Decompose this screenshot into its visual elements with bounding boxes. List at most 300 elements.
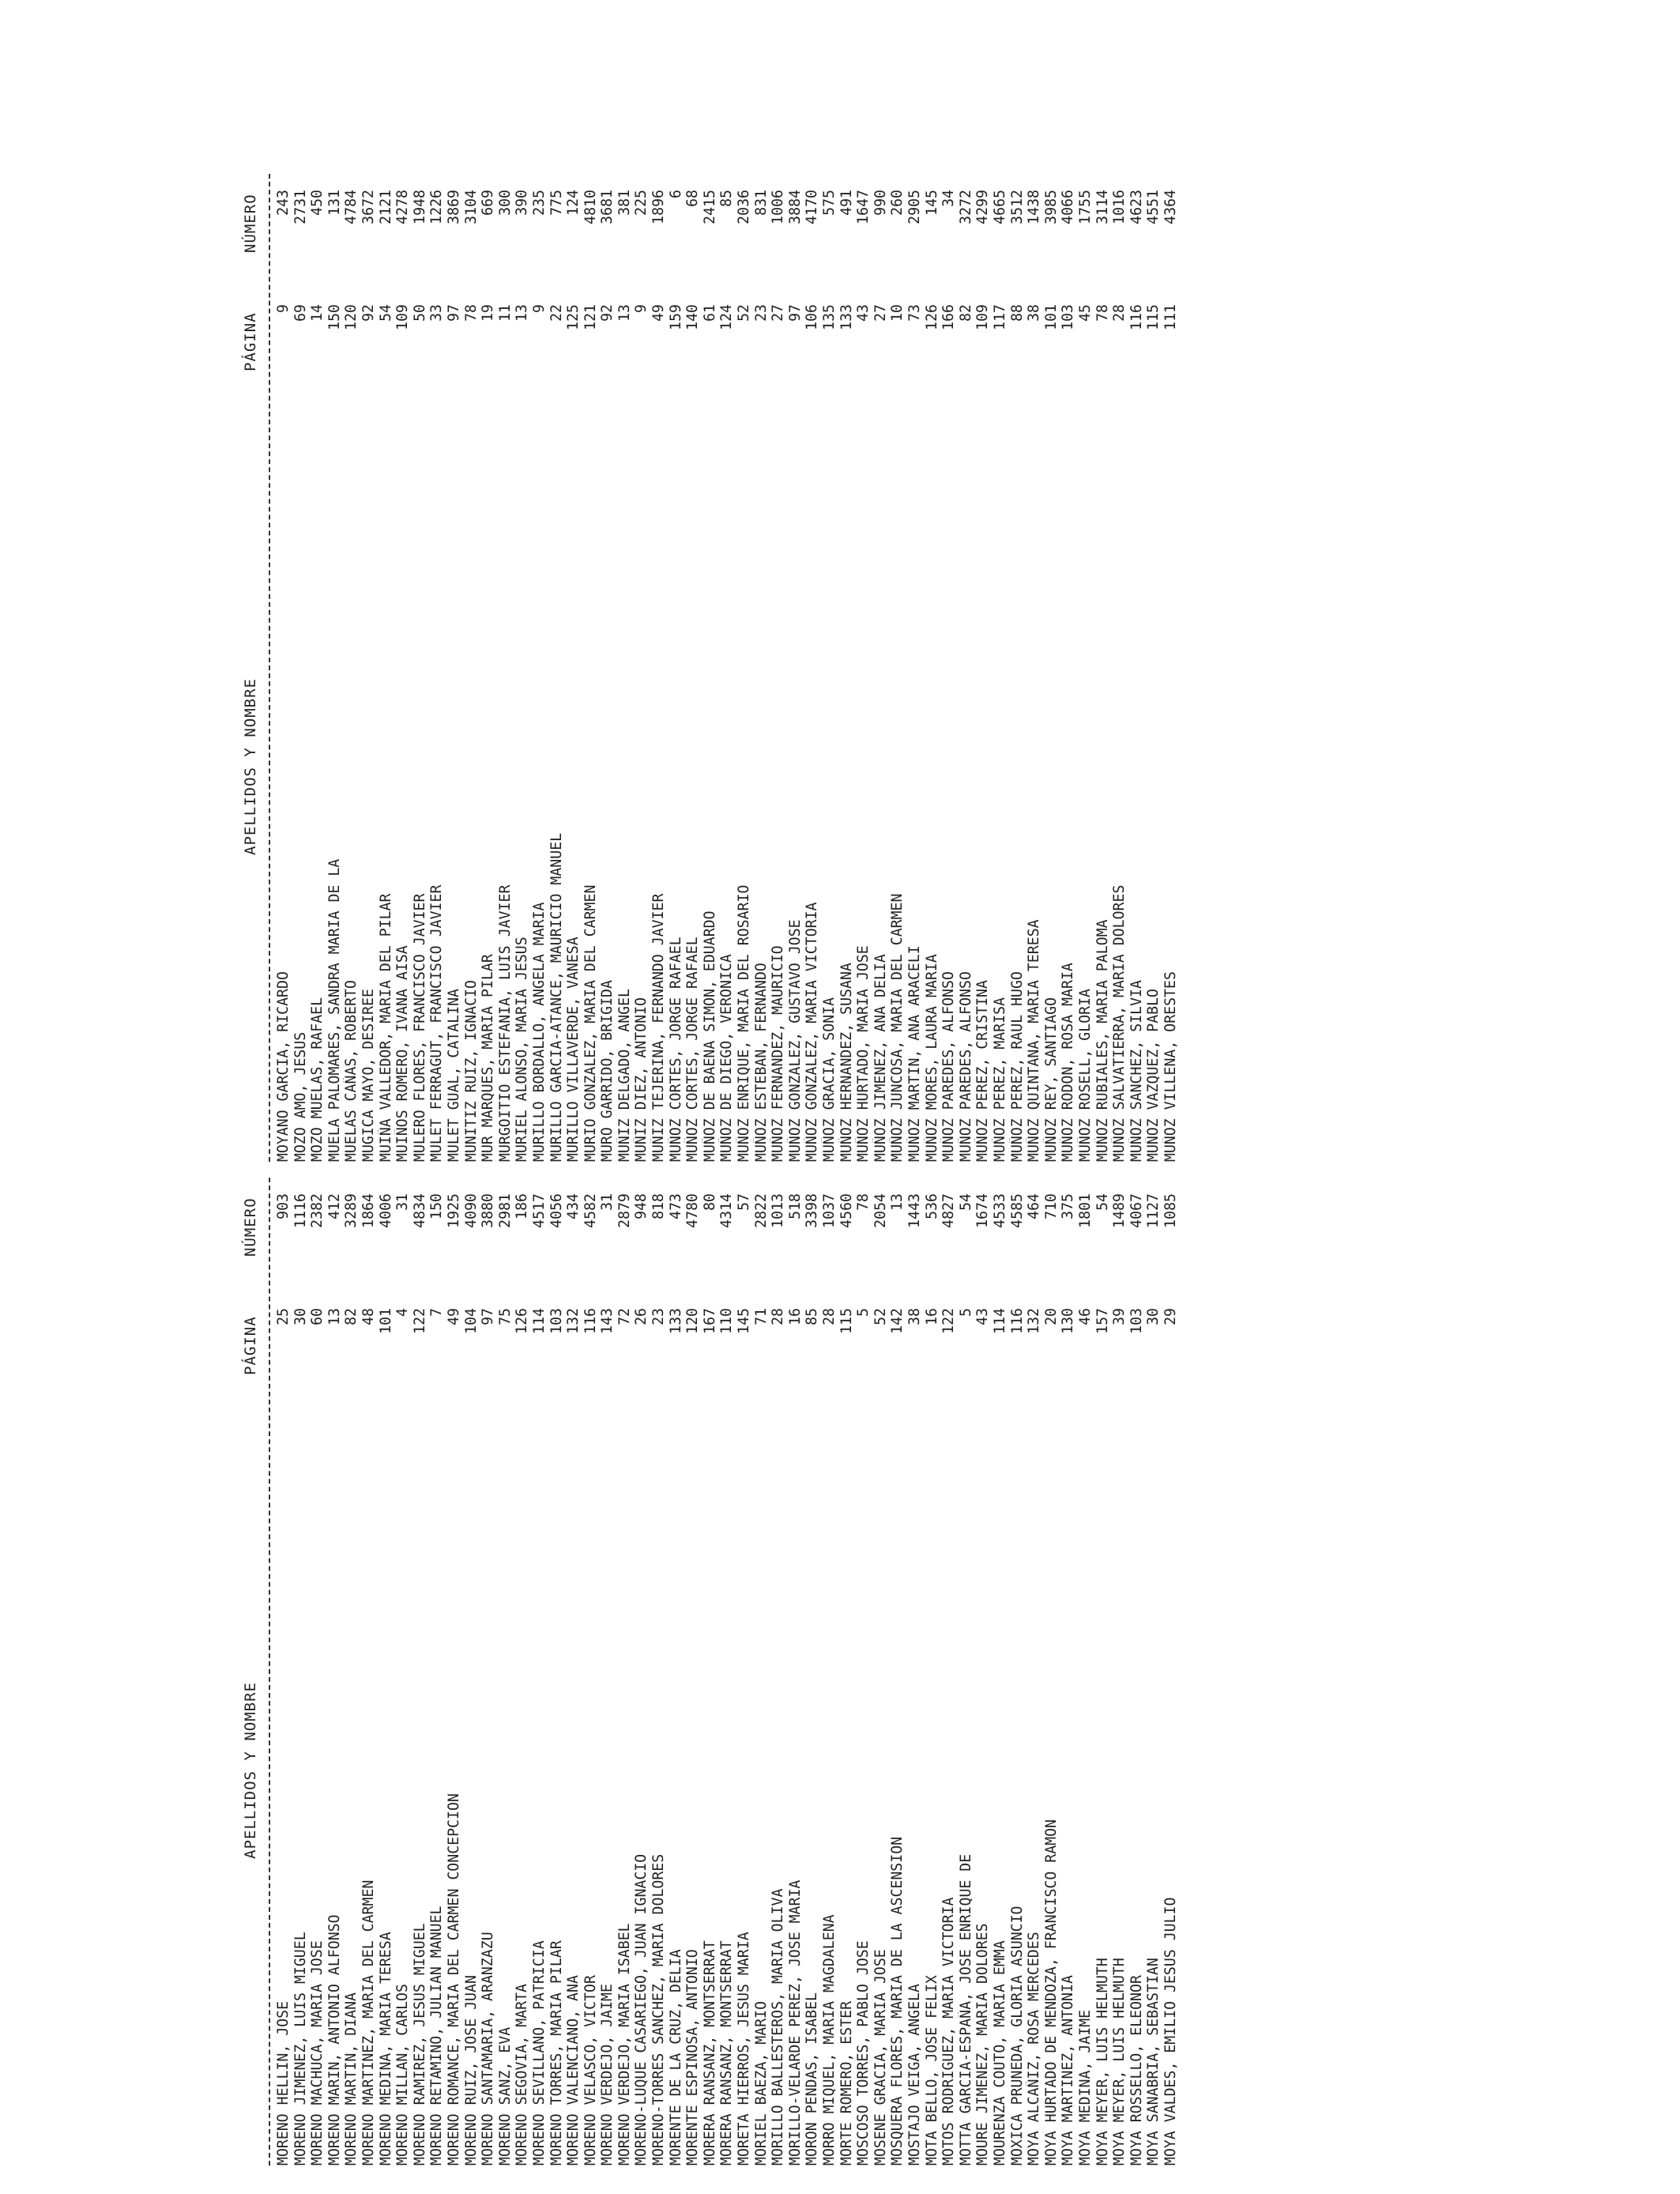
table-row — [480, 166, 497, 1162]
entry-page: 22 — [548, 304, 565, 322]
entry-name: MUÑOZ PEREZ, MARISA — [991, 997, 1008, 1162]
entry-name: MOYA ROSSELLO, ELEONOR — [1128, 1975, 1145, 2166]
table-row — [497, 1170, 514, 2166]
table-row — [412, 166, 429, 1162]
entry-page: 49 — [650, 304, 668, 322]
entry-name: MUÑOZ MARTIN, ANA ARACELI — [906, 945, 923, 1162]
table-row — [736, 1170, 753, 2166]
entry-name: MORENO MILLAN, CARLOS — [394, 1984, 412, 2166]
entry-page: 7 — [428, 1308, 446, 1317]
dashed-rule — [269, 174, 270, 1162]
table-row — [531, 166, 548, 1162]
entry-name: MURILLO VILLAVERDE, VANESA — [565, 937, 582, 1162]
entry-number: 3869 — [445, 190, 462, 224]
entry-number: 1864 — [360, 1193, 377, 1228]
entry-page: 29 — [1162, 1308, 1179, 1325]
entry-page: 122 — [411, 1308, 428, 1334]
entry-name: MUÑOZ ENRIQUE, MARIA DEL ROSARIO — [736, 884, 753, 1162]
entry-name: MORENO JIMENEZ, LUIS MIGUEL — [292, 1932, 309, 2166]
table-row — [446, 1170, 463, 2166]
entry-page: 97 — [445, 304, 462, 322]
entry-number: 4780 — [684, 1193, 702, 1228]
table-row — [1145, 166, 1162, 1162]
entry-page: 114 — [530, 1308, 548, 1334]
table-row — [531, 1170, 548, 2166]
entry-page: 13 — [616, 304, 633, 322]
table-row — [309, 1170, 326, 2166]
table-row — [446, 166, 463, 1162]
table-row — [1094, 166, 1112, 1162]
entry-number: 3985 — [1042, 190, 1060, 224]
entry-name: MOYA MEYER, LUIS HELMUTH — [1111, 1958, 1128, 2166]
table-row — [684, 1170, 702, 2166]
header-number: NÚMERO — [242, 1197, 259, 1257]
entry-number: 80 — [701, 1193, 718, 1211]
table-row — [958, 1170, 975, 2166]
entry-page: 20 — [1042, 1308, 1060, 1325]
entry-page: 71 — [752, 1308, 770, 1325]
entry-number: 434 — [565, 1193, 582, 1220]
index-table — [237, 174, 1486, 2166]
entry-name: MUÑOZ PEREZ, CRISTINA — [974, 980, 992, 1162]
table-row — [616, 166, 634, 1162]
entry-list — [275, 1170, 1179, 2166]
entry-name: MORRO MIQUEL, MARIA MAGDALENA — [821, 1914, 838, 2166]
table-row — [804, 166, 821, 1162]
entry-page: 104 — [462, 1308, 480, 1334]
table-row — [1111, 1170, 1128, 2166]
entry-name: MUÑOZ RODON, ROSA MARIA — [1060, 963, 1077, 1162]
table-row — [906, 166, 924, 1162]
entry-name: MOYA MEDINA, JAIME — [1076, 2009, 1094, 2166]
entry-number: 78 — [855, 1193, 872, 1211]
entry-page: 9 — [275, 304, 292, 313]
table-row — [378, 166, 395, 1162]
entry-page: 45 — [1076, 304, 1094, 322]
entry-number: 85 — [718, 190, 736, 207]
entry-name: MOURE JIMENEZ, MARIA DOLORES — [974, 1923, 992, 2166]
table-row — [548, 166, 566, 1162]
entry-number: 2879 — [616, 1193, 633, 1228]
entry-name: MUÑOZ ESTEBAN, FERNANDO — [752, 963, 770, 1162]
entry-name: MUÑOZ PAREDES, ALFONSO — [957, 971, 974, 1162]
entry-number: 375 — [1060, 1193, 1077, 1220]
entry-page: 140 — [684, 304, 702, 330]
entry-name: MORENO SEGOVIA, MARTA — [514, 1984, 531, 2166]
entry-name: MUIÑOS ROMERO, IVANA AISA — [394, 945, 412, 1162]
entry-number: 3880 — [480, 1193, 497, 1228]
entry-number: 3672 — [360, 190, 377, 224]
entry-page: 101 — [1042, 304, 1060, 330]
entry-number: 13 — [889, 1193, 906, 1211]
entry-name: MOSTAJO VEIGA, ANGELA — [906, 1984, 923, 2166]
entry-number: 4006 — [377, 1193, 394, 1228]
entry-page: 49 — [445, 1308, 462, 1325]
table-row — [1077, 166, 1094, 1162]
entry-name: MUÑOZ QUINTANA, MARIA TERESA — [1026, 919, 1043, 1162]
table-row — [1077, 1170, 1094, 2166]
entry-page: 167 — [701, 1308, 718, 1334]
entry-page: 26 — [633, 1308, 650, 1325]
entry-number: 1013 — [770, 1193, 787, 1228]
entry-page: 97 — [480, 1308, 497, 1325]
table-row — [889, 166, 906, 1162]
entry-name: MORENO VELASCO, VICTOR — [582, 1975, 599, 2166]
entry-name: MUELAS CAÑAS, ROBERTO — [343, 980, 360, 1162]
entry-number: 1116 — [292, 1193, 309, 1228]
entry-number: 1801 — [1076, 1193, 1094, 1228]
entry-number: 2382 — [309, 1193, 326, 1228]
entry-name: MULET FERRAGUT, FRANCISCO JAVIER — [428, 884, 446, 1162]
table-row — [770, 166, 787, 1162]
entry-page: 117 — [991, 304, 1008, 330]
entry-page: 72 — [616, 1308, 633, 1325]
table-row — [326, 166, 344, 1162]
table-row — [1094, 1170, 1112, 2166]
entry-number: 235 — [530, 190, 548, 216]
table-row — [821, 1170, 838, 2166]
table-row — [668, 1170, 685, 2166]
table-row — [855, 1170, 872, 2166]
entry-number: 3681 — [599, 190, 616, 224]
entry-page: 132 — [1026, 1308, 1043, 1334]
entry-number: 150 — [428, 1193, 446, 1220]
entry-page: 97 — [786, 304, 804, 322]
entry-name: MUÑOZ DE BAENA SIMON, EDUARDO — [701, 910, 718, 1162]
entry-name: MUÑOZ MORES, LAURA MARIA — [923, 954, 940, 1162]
table-row — [565, 1170, 582, 2166]
entry-number: 300 — [496, 190, 514, 216]
table-row — [736, 166, 753, 1162]
entry-number: 2822 — [752, 1193, 770, 1228]
entry-page: 133 — [838, 304, 855, 330]
entry-name: MUÑOZ PAREDES, ALFONSO — [940, 971, 958, 1162]
entry-number: 1127 — [1145, 1193, 1162, 1228]
entry-page: 150 — [326, 304, 343, 330]
table-row — [412, 1170, 429, 2166]
entry-number: 2121 — [377, 190, 394, 224]
entry-name: MOXICA PRUNEDA, GLORIA ASUNCIO — [1008, 1906, 1026, 2166]
entry-name: MUÑOZ CORTES, JORGE RAFAEL — [684, 937, 702, 1162]
entry-page: 69 — [292, 304, 309, 322]
entry-name: MUÑOZ JIMENEZ, ANA DELIA — [872, 954, 889, 1162]
entry-number: 473 — [667, 1193, 684, 1220]
entry-number: 3398 — [804, 1193, 821, 1228]
entry-page: 75 — [496, 1308, 514, 1325]
table-row — [1043, 1170, 1060, 2166]
entry-number: 412 — [326, 1193, 343, 1220]
entry-page: 120 — [684, 1308, 702, 1334]
table-row — [1111, 166, 1128, 1162]
entry-number: 669 — [480, 190, 497, 216]
entry-number: 243 — [275, 190, 292, 216]
entry-name: MORENO MEDINA, MARIA TERESA — [377, 1932, 394, 2166]
entry-number: 1489 — [1111, 1193, 1128, 1228]
entry-page: 120 — [343, 304, 360, 330]
entry-page: 52 — [736, 304, 753, 322]
entry-name: MORENO VERDEJO, JAIME — [599, 1984, 616, 2166]
table-row — [1162, 1170, 1180, 2166]
entry-name: MOSQUERA FLORES, MARIA DE LA ASCENSION — [889, 1836, 906, 2166]
entry-page: 115 — [838, 1308, 855, 1334]
entry-name: MUÑOZ SANCHEZ, SILVIA — [1128, 980, 1145, 1162]
entry-number: 2981 — [496, 1193, 514, 1228]
entry-number: 4278 — [394, 190, 412, 224]
entry-number: 2054 — [872, 1193, 889, 1228]
table-row — [514, 1170, 531, 2166]
table-row — [992, 1170, 1009, 2166]
entry-name: MUÑOZ HERNANDEZ, SUSANA — [838, 963, 855, 1162]
entry-name: MURO GARRIDO, BRIGIDA — [599, 980, 616, 1162]
table-row — [668, 166, 685, 1162]
entry-number: 1443 — [906, 1193, 923, 1228]
entry-name: MORERA RANSANZ, MONTSERRAT — [701, 1940, 718, 2166]
entry-number: 1896 — [650, 190, 668, 224]
table-row — [1009, 1170, 1026, 2166]
entry-page: 126 — [923, 304, 940, 330]
table-row — [394, 166, 412, 1162]
entry-name: MORETA HIERROS, JESUS MARIA — [736, 1932, 753, 2166]
entry-name: MORENO RAMIREZ, JESUS MIGUEL — [411, 1923, 428, 2166]
entry-page: 145 — [736, 1308, 753, 1334]
entry-number: 1647 — [855, 190, 872, 224]
entry-name: MUÑOZ GRACIA, SONIA — [821, 997, 838, 1162]
entry-name: MOTTA GARCIA-ESPAÑA, JOSE ENRIQUE DE — [957, 1853, 974, 2166]
entry-number: 4585 — [1008, 1193, 1026, 1228]
entry-page: 143 — [599, 1308, 616, 1334]
entry-page: 103 — [1060, 304, 1077, 330]
entry-page: 48 — [360, 1308, 377, 1325]
table-row — [889, 1170, 906, 2166]
entry-number: 3289 — [343, 1193, 360, 1228]
entry-name: MORENO MARIN, ANTONIO ALFONSO — [326, 1914, 343, 2166]
entry-number: 775 — [548, 190, 565, 216]
entry-number: 34 — [940, 190, 958, 207]
table-row — [753, 1170, 770, 2166]
entry-page: 92 — [599, 304, 616, 322]
entry-name: MORON PENDAS, ISABEL — [804, 1992, 821, 2166]
entry-page: 106 — [804, 304, 821, 330]
entry-name: MUÑOZ DE DIEGO, VERONICA — [718, 954, 736, 1162]
entry-number: 1948 — [411, 190, 428, 224]
table-row — [428, 166, 446, 1162]
entry-name: MURILLO BORDALLO, ANGELA MARIA — [530, 902, 548, 1162]
entry-name: MUÑOZ GONZALEZ, MARIA VICTORIA — [804, 902, 821, 1162]
table-row — [924, 1170, 941, 2166]
entry-number: 831 — [752, 190, 770, 216]
entry-number: 518 — [786, 1193, 804, 1220]
entry-list — [275, 166, 1179, 1162]
entry-number: 260 — [889, 190, 906, 216]
entry-number: 4067 — [1128, 1193, 1145, 1228]
table-row — [582, 1170, 600, 2166]
entry-number: 4834 — [411, 1193, 428, 1228]
entry-page: 16 — [786, 1308, 804, 1325]
header-number: NÚMERO — [242, 194, 259, 253]
entry-name: MOYA VALDES, EMILIO JESUS JULIO — [1162, 1897, 1179, 2166]
entry-number: 903 — [275, 1193, 292, 1220]
entry-name: MUÑOZ GONZALEZ, GUSTAVO JOSE — [786, 919, 804, 1162]
entry-number: 818 — [650, 1193, 668, 1220]
entry-page: 54 — [377, 304, 394, 322]
entry-page: 16 — [923, 1308, 940, 1325]
entry-page: 135 — [821, 304, 838, 330]
table-row — [992, 166, 1009, 1162]
entry-name: MOSENE GRACIA, MARIA JOSE — [872, 1949, 889, 2166]
table-row — [480, 1170, 497, 2166]
table-row — [650, 1170, 668, 2166]
entry-page: 124 — [718, 304, 736, 330]
entry-number: 464 — [1026, 1193, 1043, 1220]
entry-page: 27 — [770, 304, 787, 322]
entry-number: 4784 — [343, 190, 360, 224]
entry-name: MURILLO GARCIA-ATANCE, MAURICIO MANUEL — [548, 832, 565, 1162]
entry-page: 39 — [1111, 1308, 1128, 1325]
entry-page: 166 — [940, 304, 958, 330]
entry-name: MURIEL ALONSO, MARIA JESUS — [514, 937, 531, 1162]
entry-name: MOZO MUELAS, RAFAEL — [309, 997, 326, 1162]
table-row — [463, 166, 480, 1162]
entry-page: 133 — [667, 1308, 684, 1334]
table-row — [309, 166, 326, 1162]
index-column-left — [237, 1170, 1179, 2166]
entry-name: MUÑIZ DELGADO, ANGEL — [616, 989, 633, 1162]
table-row — [599, 1170, 616, 2166]
entry-page: 38 — [906, 1308, 923, 1325]
entry-number: 54 — [957, 1193, 974, 1211]
entry-number: 4665 — [991, 190, 1008, 224]
entry-page: 28 — [821, 1308, 838, 1325]
table-row — [872, 1170, 890, 2166]
entry-page: 13 — [326, 1308, 343, 1325]
entry-page: 50 — [411, 304, 428, 322]
entry-number: 2905 — [906, 190, 923, 224]
entry-number: 450 — [309, 190, 326, 216]
entry-name: MURIO GONZALEZ, MARIA DEL CARMEN — [582, 884, 599, 1162]
entry-page: 10 — [889, 304, 906, 322]
entry-name: MORENO MACHUCA, MARIA JOSE — [309, 1940, 326, 2166]
entry-name: MORERA RANSANZ, MONTSERRAT — [718, 1940, 736, 2166]
table-row — [753, 166, 770, 1162]
entry-name: MUR MARQUES, MARIA PILAR — [480, 954, 497, 1162]
entry-page: 92 — [360, 304, 377, 322]
entry-page: 121 — [582, 304, 599, 330]
entry-number: 4810 — [582, 190, 599, 224]
entry-page: 43 — [974, 1308, 992, 1325]
entry-page: 82 — [343, 1308, 360, 1325]
table-row — [702, 1170, 719, 2166]
table-row — [565, 166, 582, 1162]
entry-name: MOURENZA COUTO, MARIA EMMA — [991, 1940, 1008, 2166]
entry-number: 3884 — [786, 190, 804, 224]
entry-page: 30 — [292, 1308, 309, 1325]
entry-number: 1037 — [821, 1193, 838, 1228]
entry-page: 125 — [565, 304, 582, 330]
table-row — [497, 166, 514, 1162]
entry-number: 536 — [923, 1193, 940, 1220]
entry-page: 27 — [872, 304, 889, 322]
entry-name: MUÑOZ ROSELL, GLORIA — [1076, 989, 1094, 1162]
table-row — [702, 166, 719, 1162]
entry-page: 157 — [1094, 1308, 1111, 1334]
table-row — [1009, 166, 1026, 1162]
entry-page: 23 — [650, 1308, 668, 1325]
table-row — [1145, 1170, 1162, 2166]
table-row — [292, 1170, 310, 2166]
entry-page: 103 — [1128, 1308, 1145, 1334]
entry-number: 4170 — [804, 190, 821, 224]
table-row — [292, 166, 310, 1162]
entry-page: 25 — [275, 1308, 292, 1325]
entry-name: MUÑOZ VAZQUEZ, PABLO — [1145, 989, 1162, 1162]
entry-page: 78 — [462, 304, 480, 322]
table-row — [940, 166, 958, 1162]
entry-page: 13 — [514, 304, 531, 322]
entry-number: 2731 — [292, 190, 309, 224]
entry-number: 390 — [514, 190, 531, 216]
table-row — [1026, 1170, 1043, 2166]
entry-page: 60 — [309, 1308, 326, 1325]
table-row — [821, 166, 838, 1162]
entry-name: MORIEL BAEZA, MARIO — [752, 2000, 770, 2166]
table-row — [463, 1170, 480, 2166]
entry-number: 131 — [326, 190, 343, 216]
entry-name: MULERO FLORES, FRANCISCO JAVIER — [411, 893, 428, 1162]
entry-page: 9 — [633, 304, 650, 313]
entry-page: 111 — [1162, 304, 1179, 330]
entry-name: MORENO RUIZ, JOSE JUAN — [462, 1975, 480, 2166]
dashed-rule — [269, 1178, 270, 2166]
entry-number: 186 — [514, 1193, 531, 1220]
entry-page: 38 — [1026, 304, 1043, 322]
entry-page: 61 — [701, 304, 718, 322]
entry-name: MORENO-LUQUE CASARIEGO, JUAN IGNACIO — [633, 1853, 650, 2166]
entry-name: MOYA HURTADO DE MENDOZA, FRANCISCO RAMON — [1042, 1819, 1060, 2166]
entry-number: 145 — [923, 190, 940, 216]
table-row — [684, 166, 702, 1162]
entry-number: 4517 — [530, 1193, 548, 1228]
entry-number: 4299 — [974, 190, 992, 224]
entry-page: 142 — [889, 1308, 906, 1334]
entry-page: 116 — [582, 1308, 599, 1334]
table-row — [275, 166, 292, 1162]
entry-name: MUELA PALOMARES, SANDRA MARIA DE LA — [326, 858, 343, 1162]
entry-number: 4364 — [1162, 190, 1179, 224]
entry-page: 130 — [1060, 1308, 1077, 1334]
table-row — [514, 166, 531, 1162]
entry-page: 23 — [752, 304, 770, 322]
entry-name: MORENO VERDEJO, MARIA ISABEL — [616, 1923, 633, 2166]
entry-page: 5 — [855, 1308, 872, 1317]
table-row — [1060, 166, 1077, 1162]
entry-name: MUÑIZ DIEZ, ANTONIO — [633, 997, 650, 1162]
table-row — [974, 166, 992, 1162]
entry-name: MURGOITIO ESTEFANIA, LUIS JAVIER — [496, 884, 514, 1162]
entry-page: 122 — [940, 1308, 958, 1334]
entry-number: 6 — [667, 190, 684, 198]
entry-number: 3114 — [1094, 190, 1111, 224]
entry-page: 30 — [1145, 1308, 1162, 1325]
table-row — [1128, 1170, 1146, 2166]
column-header — [237, 1170, 269, 2166]
table-row — [1043, 166, 1060, 1162]
entry-page: 46 — [1076, 1308, 1094, 1325]
entry-number: 124 — [565, 190, 582, 216]
table-row — [360, 1170, 378, 2166]
entry-name: MORTE ROMERO, ESTER — [838, 2000, 855, 2166]
entry-number: 57 — [736, 1193, 753, 1211]
entry-number: 3512 — [1008, 190, 1026, 224]
